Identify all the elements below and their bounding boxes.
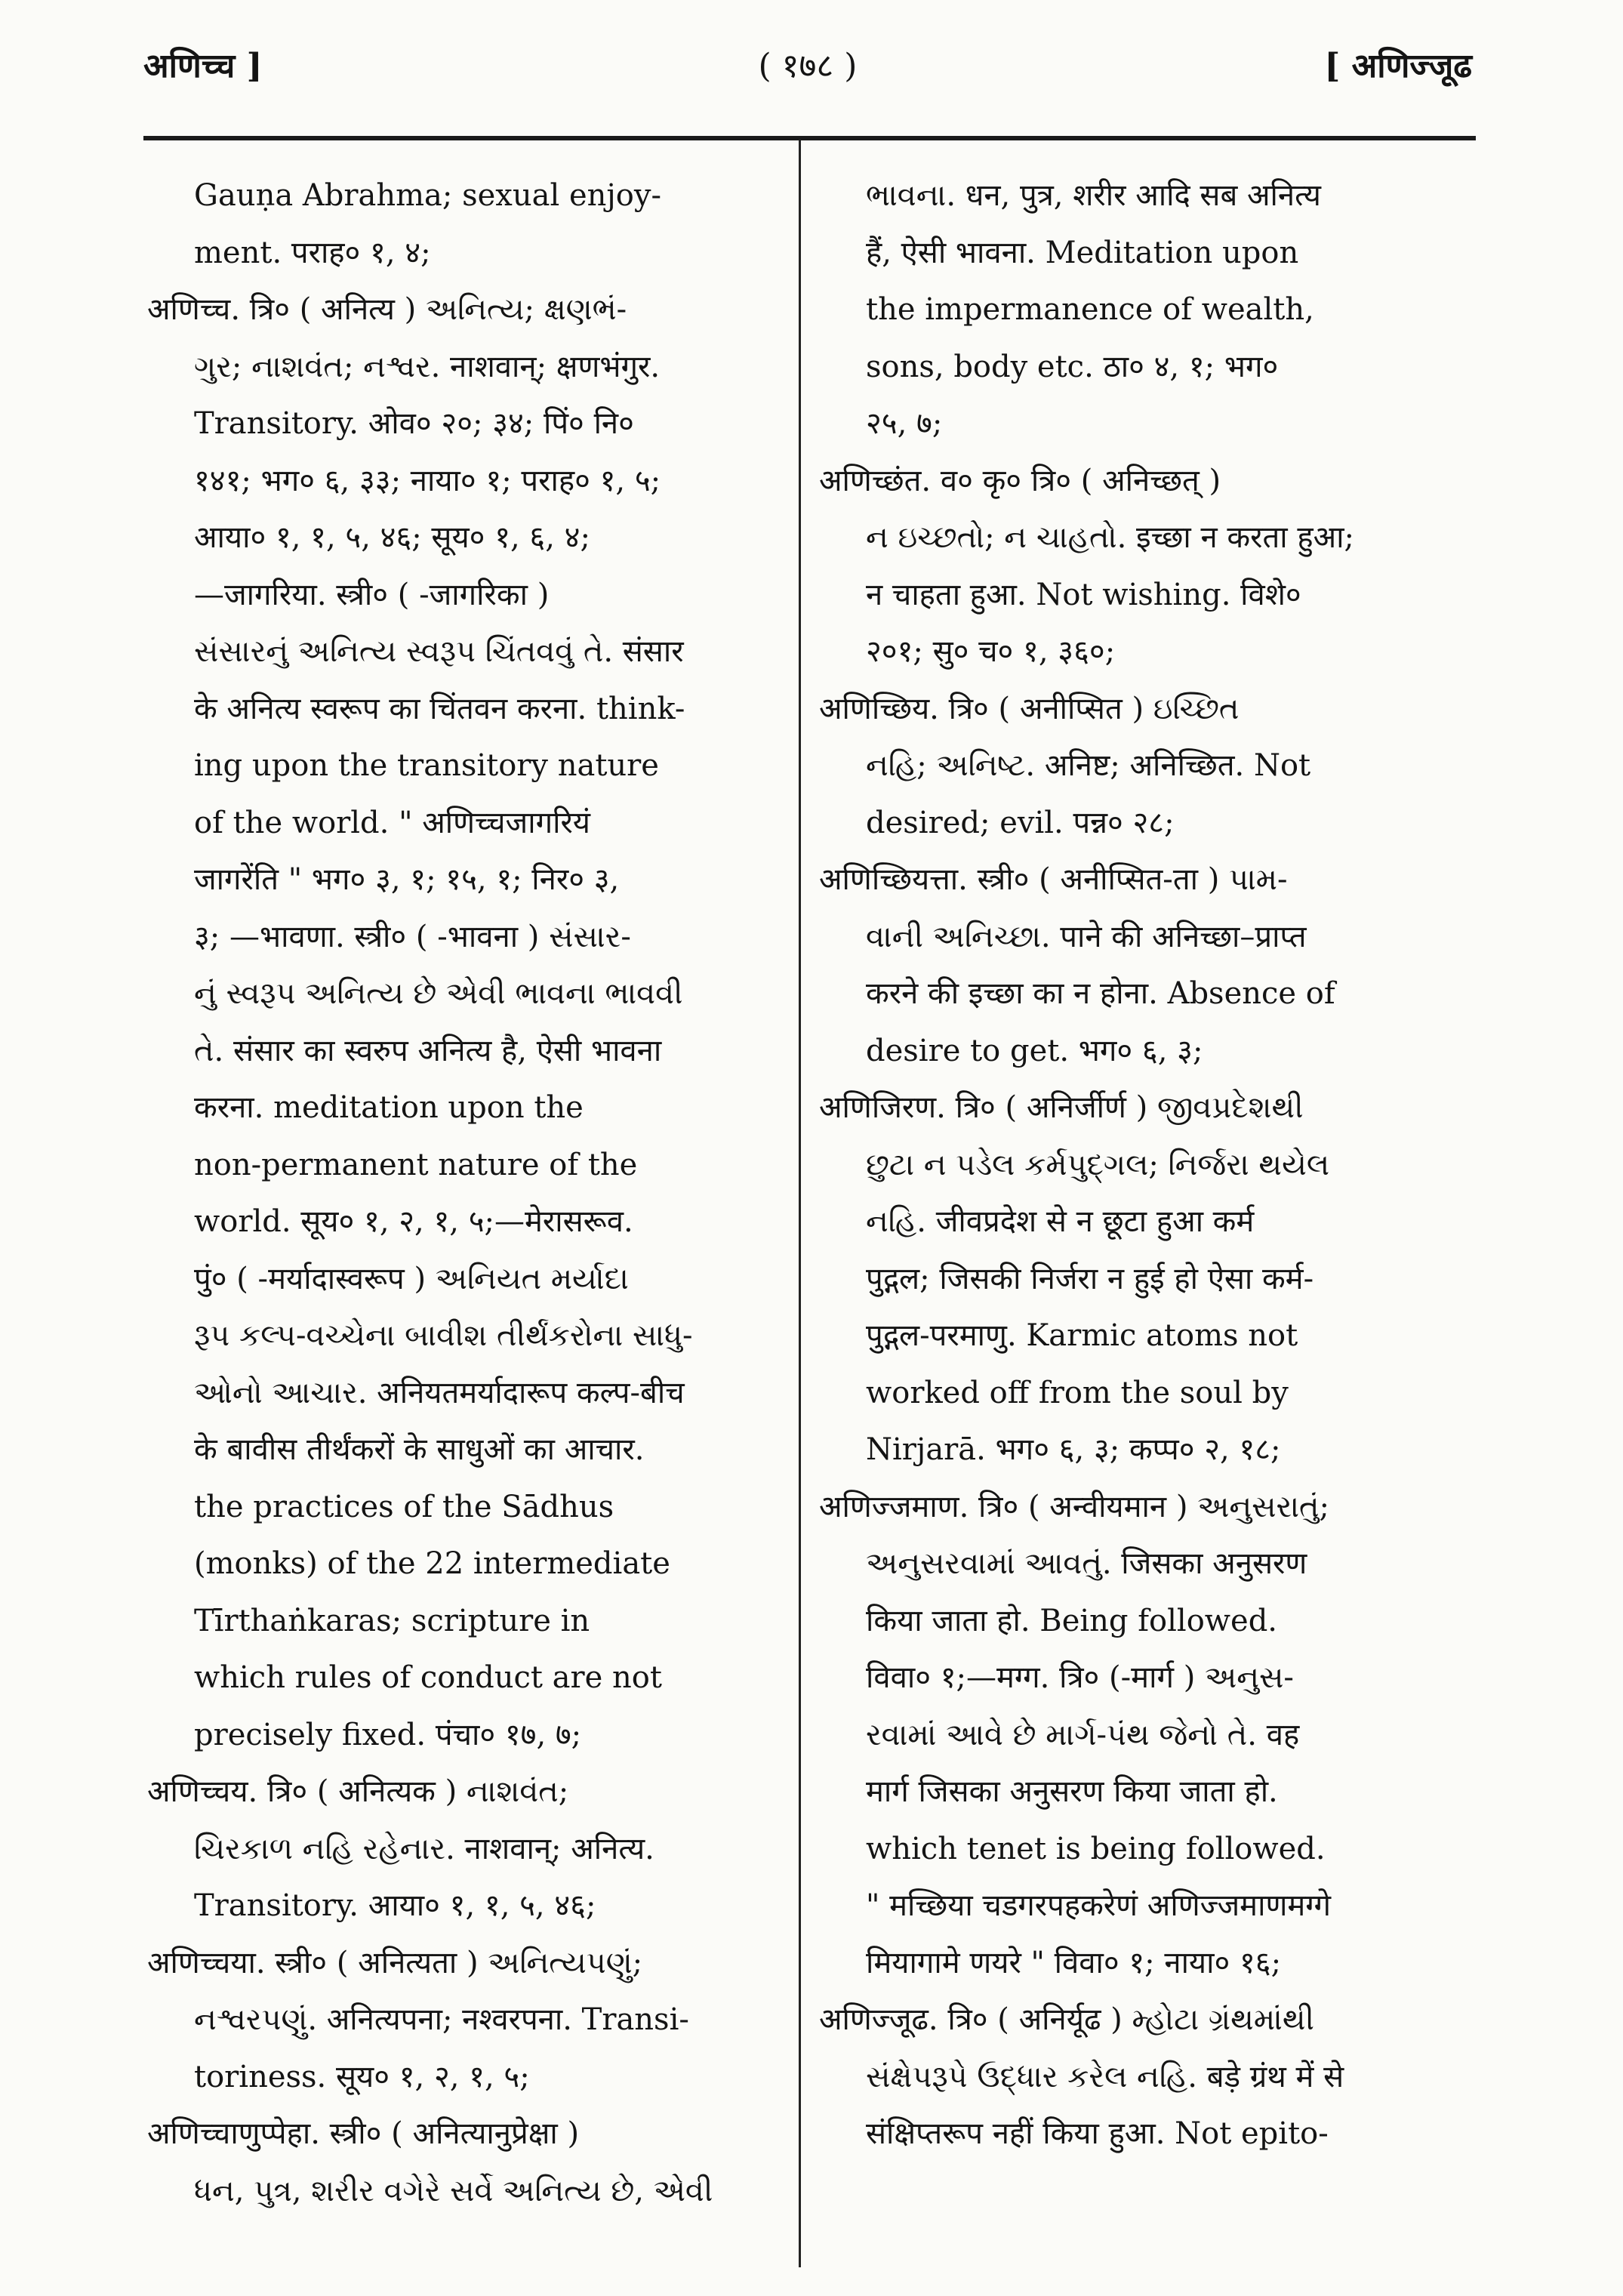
page-number: ( १७८ ) <box>758 47 858 85</box>
dictionary-line: मार्ग जिसका अनुसरण किया जाता हो. <box>866 1774 1278 1809</box>
dictionary-line: રવામાં આવે છે માર્ગ-પંથ જેનો તે. वह <box>866 1717 1300 1752</box>
dictionary-line: करना. meditation upon the <box>194 1090 584 1125</box>
dictionary-line: Tīrthaṅkaras; scripture in <box>194 1603 590 1638</box>
dictionary-line: નહિ. जीवप्रदेश से न छूटा हुआ कर्म <box>866 1204 1255 1239</box>
dictionary-line: desired; evil. पन्न० २८; <box>866 805 1175 840</box>
entry-headword-line: अणिच्चय. त्रि० ( अनित्यक ) નાશવંત; <box>147 1774 569 1809</box>
entry-headword-line: अणिच्छिय. त्रि० ( अनीप्सित ) ઇચ્છિત <box>819 691 1240 726</box>
dictionary-line: पुद्गल; जिसकी निर्जरा न हुई हो ऐसा कर्म- <box>866 1261 1314 1296</box>
dictionary-line: તે. संसार का स्वरुप अनित्य है, ऐसी भावना <box>194 1033 662 1068</box>
dictionary-line: ભાવના. धन, पुत्र, शरीर आदि सब अनित्य <box>866 178 1321 213</box>
dictionary-line: worked off from the soul by <box>866 1375 1289 1410</box>
running-head-right: [ अणिज्जूढ <box>1324 47 1472 85</box>
dictionary-line: the practices of the Sādhus <box>194 1489 614 1524</box>
dictionary-line: which rules of conduct are not <box>194 1660 662 1695</box>
entry-headword-line: अणिजिरण. त्रि० ( अनिर्जीर्ण ) જીવપ્રદેશથી <box>819 1090 1304 1125</box>
dictionary-line: हैं, ऐसी भावना. Meditation upon <box>866 235 1299 270</box>
dictionary-line: Transitory. ओव० २०; ३४; पिं० नि० <box>194 406 634 441</box>
header-rule <box>143 136 1476 140</box>
dictionary-line: न चाहता हुआ. Not wishing. विशे० <box>866 577 1301 612</box>
dictionary-line: the impermanence of wealth, <box>866 292 1314 327</box>
dictionary-line: " मच्छिया चडगरपहकरेणं अणिज्जमाणमग्गे <box>866 1888 1332 1923</box>
right-column <box>819 168 1455 2163</box>
entry-headword-line: अणिज्जूढ. त्रि० ( अनिर्यूढ ) મ્હોટા ગ્રંથમાંથી <box>819 2002 1314 2037</box>
dictionary-line: નું સ્વરૂપ અનિત્ય છે એવી ભાવના ભાવવી <box>194 976 683 1011</box>
dictionary-line: ધન, પુત્ર, શરીર વગેરે સર્વે અનિત્ય છે, એવી <box>194 2173 713 2208</box>
dictionary-line: અનુસરવામાં આવતું. जिसका अनुसरण <box>866 1546 1307 1581</box>
dictionary-line: मियागामे णयरे " विवा० १; नाया० १६; <box>866 1945 1282 1980</box>
dictionary-line: ३; —भावणा. स्त्री० ( -भावना ) સંસાર- <box>194 919 631 954</box>
dictionary-line: રૂપ કલ્પ-વચ્ચેના બાવીશ તીર્થંકરોના સાધુ- <box>194 1318 693 1353</box>
dictionary-line: છુટા ન પડેલ કર્મપુદ્‌ગલ; નિર્જરા થયેલ <box>866 1147 1330 1182</box>
dictionary-line: ment. पराह० १, ४; <box>194 235 431 270</box>
dictionary-line: किया जाता हो. Being followed. <box>866 1603 1278 1638</box>
entry-headword-line: अणिच्छंत. व० कृ० त्रि० ( अनिच्छत् ) <box>819 463 1221 498</box>
dictionary-line: world. सूय० १, २, १, ५;—मेरासरूव. <box>194 1204 633 1239</box>
dictionary-line: precisely fixed. पंचा० १७, ७; <box>194 1717 582 1752</box>
dictionary-line: —जागरिया. स्त्री० ( -जागरिका ) <box>194 577 550 612</box>
dictionary-line: करने की इच्छा का न होना. Absence of <box>866 976 1335 1011</box>
dictionary-line: desire to get. भग० ६, ३; <box>866 1033 1203 1068</box>
dictionary-line: Gauṇa Abrahma; sexual enjoy- <box>194 178 661 213</box>
running-head-left: अणिच्च ] <box>143 47 263 85</box>
dictionary-line: ing upon the transitory nature <box>194 748 659 783</box>
entry-headword-line: अणिच्चाणुप्पेहा. स्त्री० ( अनित्यानुप्रेक्षा ) <box>147 2116 580 2151</box>
dictionary-line: के अनित्य स्वरूप का चिंतवन करना. think- <box>194 691 685 726</box>
dictionary-line: पुद्गल-परमाणु. Karmic atoms not <box>866 1318 1298 1353</box>
dictionary-line: के बावीस तीर्थंकरों के साधुओं का आचार. <box>194 1432 645 1467</box>
dictionary-line: Transitory. आया० १, १, ५, ४६; <box>194 1888 596 1923</box>
entry-headword-line: अणिच्चया. स्त्री० ( अनित्यता ) અનિત્યપણું; <box>147 1945 643 1980</box>
dictionary-line: ન ઇચ્છતો; ન ચાહતો. इच्छा न करता हुआ; <box>866 520 1354 555</box>
dictionary-line: (monks) of the 22 intermediate <box>194 1546 670 1581</box>
entry-headword-line: अणिच्छियत्ता. स्त्री० ( अनीप्सित-ता ) પામ- <box>819 862 1288 897</box>
dictionary-line: ચિરકાળ નહિ રહેનાર. नाशवान्; अनित्य. <box>194 1831 654 1866</box>
dictionary-line: toriness. सूय० १, २, १, ५; <box>194 2059 530 2094</box>
dictionary-line: of the world. " अणिच्चजागरियं <box>194 805 591 840</box>
dictionary-line: विवा० १;—मग्ग. त्रि० (-मार्ग ) અનુસ- <box>866 1660 1294 1695</box>
entry-headword-line: अणिच्च. त्रि० ( अनित्य ) અનિત્ય; ક્ષણભં- <box>147 292 627 327</box>
dictionary-line: સંસારનું અનિત્ય સ્વરૂપ ચિંતવવું તે. संसार <box>194 634 684 669</box>
dictionary-line: ગુર; નાશવંત; નશ્વર. नाशवान्; क्षणभंगुर. <box>194 349 661 384</box>
left-column <box>147 168 783 2220</box>
dictionary-line: ઓનો આચાર. अनियतमर्यादारूप कल्प-बीच <box>194 1375 685 1410</box>
dictionary-line: sons, body etc. ठा० ४, १; भग० <box>866 349 1279 384</box>
dictionary-line: non-permanent nature of the <box>194 1147 638 1182</box>
dictionary-line: Nirjarā. भग० ६, ३; कप्प० २, १८; <box>866 1432 1281 1467</box>
dictionary-line: વાની અનિચ્છા. पाने की अनिच्छा–प्राप्त <box>866 919 1307 954</box>
dictionary-line: जागरेंति " भग० ३, १; १५, १; निर० ३, <box>194 862 620 897</box>
dictionary-line: पुं० ( -मर्यादास्वरूप ) અનિયત મર્યાદા <box>194 1261 629 1296</box>
dictionary-line: નશ્વરપણું. अनित्यपना; नश्वरपना. Transi- <box>194 2002 689 2037</box>
dictionary-line: २०१; सु० च० १, ३६०; <box>866 634 1116 669</box>
dictionary-line: નહિ; અનિષ્ટ. अनिष्ट; अनिच्छित. Not <box>866 748 1311 783</box>
dictionary-line: २५, ७; <box>866 406 943 441</box>
dictionary-line: which tenet is being followed. <box>866 1831 1326 1866</box>
dictionary-line: १४१; भग० ६, ३३; नाया० १; पराह० १, ५; <box>194 463 661 498</box>
column-divider <box>799 140 801 2267</box>
dictionary-line: संक्षिप्तरूप नहीं किया हुआ. Not epito- <box>866 2116 1329 2151</box>
dictionary-line: સંક્ષેપરૂપે ઉદ્ધાર કરેલ નહિ. बड़े ग्रंथ में से <box>866 2059 1344 2094</box>
page-header <box>143 42 1472 109</box>
entry-headword-line: अणिज्जमाण. त्रि० ( अन्वीयमान ) અનુસરાતું; <box>819 1489 1330 1524</box>
dictionary-line: आया० १, १, ५, ४६; सूय० १, ६, ४; <box>194 520 590 555</box>
